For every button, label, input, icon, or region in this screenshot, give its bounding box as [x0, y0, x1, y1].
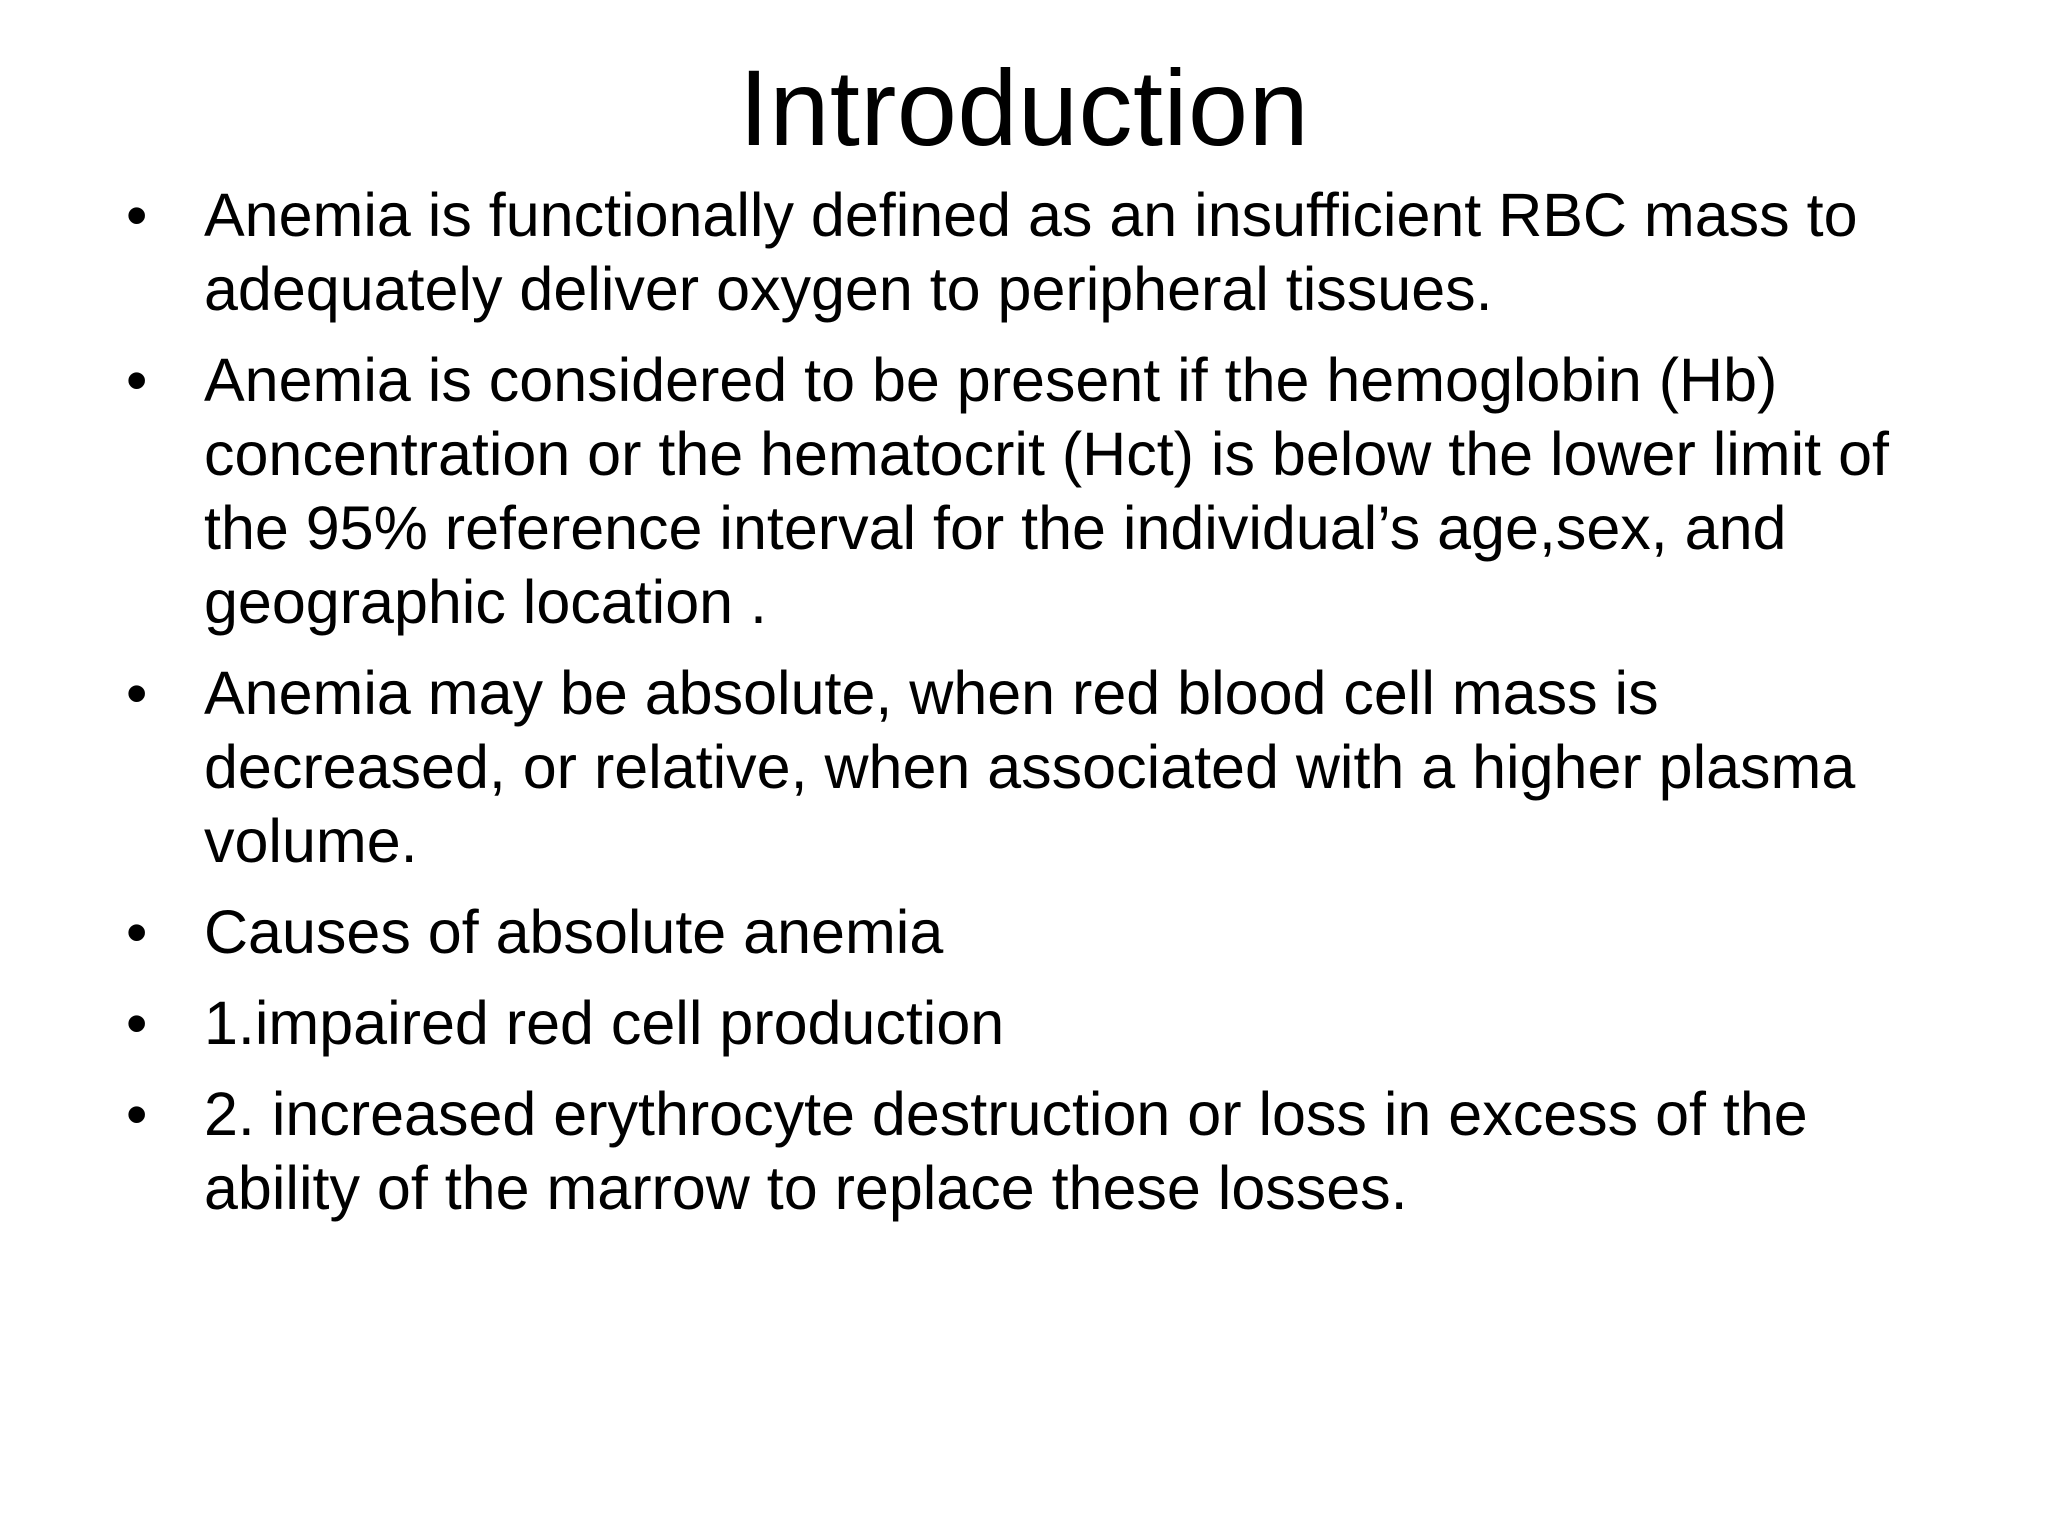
bullet-dot: •	[126, 1080, 148, 1148]
bullet-item-cause-2	[122, 1077, 1962, 1225]
bullet-dot: •	[126, 346, 148, 414]
bullet-text: Anemia is functionally defined as an insufficient RBC mass to adequately deliver oxygen to peripheral tissues.	[204, 181, 1858, 323]
bullet-list	[122, 178, 1962, 1242]
bullet-dot: •	[126, 989, 148, 1057]
bullet-item-absolute-relative	[122, 656, 1962, 878]
bullet-dot: •	[126, 898, 148, 966]
bullet-text: 1.impaired red cell production	[204, 989, 1005, 1057]
bullet-item-causes-heading	[122, 895, 1962, 969]
bullet-item-criteria	[122, 343, 1962, 639]
slide-title: Introduction	[738, 47, 1310, 168]
bullet-dot: •	[126, 659, 148, 727]
bullet-text: Anemia is considered to be present if the hemoglobin (Hb) concentration or the hematocrit (Hct) is below the lower limit of the 95% reference interval for the individual’s age,sex, and geographic location .	[204, 346, 1889, 636]
bullet-text: Anemia may be absolute, when red blood cell mass is decreased, or relative, when associated with a higher plasma volume.	[204, 659, 1856, 875]
bullet-dot: •	[126, 181, 148, 249]
bullet-item-definition	[122, 178, 1962, 326]
bullet-text: Causes of absolute anemia	[204, 898, 944, 966]
bullet-text: 2. increased erythrocyte destruction or loss in excess of the ability of the marrow to replace these losses.	[204, 1080, 1808, 1222]
bullet-item-cause-1	[122, 986, 1962, 1060]
